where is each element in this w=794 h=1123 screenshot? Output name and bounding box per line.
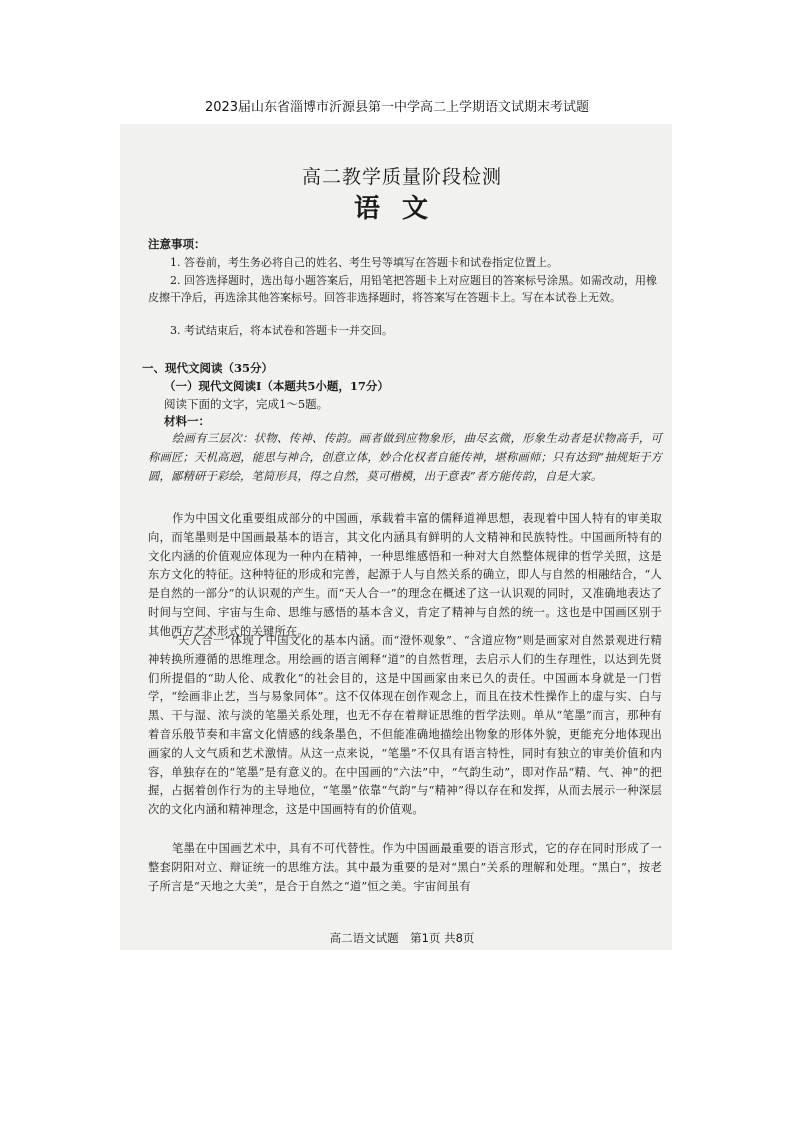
- subsection-title: （一）现代文阅读Ⅰ（本题共5小题，17分）: [164, 379, 389, 393]
- paragraph-2: 作为中国文化重要组成部分的中国画，承载着丰富的儒释道禅思想，表现着中国人特有的审美取向，而笔墨则是中国画最基本的语言，其文化内涵具有鲜明的人文精神和民族特性。中国画所特有的文化内涵的价值观应体现为一种内在精神，一种思维感悟和一种对大自然整体规律的哲学关照，这是东方文化的特征。这种特征的形成和完善，起源于人与自然关系的确立，即人与自然的相融结合，“人是自然的一部分”的认识观的产生。而“天人合一”的理念在概述了这一认识观的同时，又准确地表达了时间与空间、宇宙与生命、思维与感悟的基本含义，肯定了精神与自然的统一。这也是中国画区别于其他西方艺术形式的关键所在。: [148, 512, 662, 638]
- exam-header: 高二教学质量阶段检测: [301, 166, 502, 188]
- exam-page-content: [142, 124, 662, 950]
- notice-item-1: 1. 答卷前，考生务必将自己的姓名、考生号等填写在答题卡和试卷指定位置上。: [170, 256, 558, 269]
- notice-title: 注意事项：: [148, 237, 206, 251]
- notice-item-2: 2. 回答选择题时，选出每小题答案后，用铅笔把答题卡上对应题目的答案标号涂黑。如需改动，用橡皮擦干净后，再选涂其他答案标号。回答非选择题时，将答案写在答题卡上。写在本试卷上无效。: [148, 274, 657, 304]
- notice-item-3: 3. 考试结束后，将本试卷和答题卡一并交回。: [170, 324, 393, 337]
- paragraph-4: 笔墨在中国画艺术中，具有不可代替性。作为中国画最重要的语言形式，它的存在同时形成了一整套阴阳对立、辩证统一的思维方法。其中最为重要的是对“黑白”关系的理解和处理。“黑白”，按老子所言是“天地之大美”，是合于自然之“道”恒之美。宇宙间虽有: [148, 842, 662, 893]
- scanned-exam-page: [120, 124, 672, 950]
- document-title: 2023届山东省淄博市沂源县第一中学高二上学期语文试期末考试题: [204, 100, 590, 115]
- page-footer: 高二语文试题 第1页 共8页: [329, 931, 475, 945]
- paragraph-1: 绘画有三层次：状物、传神、传韵。画者做到应物象形，曲尽玄微，形象生动者是状物高手，可称画匠；天机高迥，能思与神合，创意立体，妙合化权者自能传神，堪称画师；只有达到“抽规矩于方圆，鄙精研于彩绘，笔简形具，得之自然，莫可楷模，出于意表”者方能传韵，自是大家。: [148, 432, 662, 483]
- material-label: 材料一：: [164, 414, 210, 428]
- reading-instruction: 阅读下面的文字，完成1～5题。: [164, 397, 329, 411]
- subject-title: 语文: [353, 194, 450, 224]
- section-title: 一、现代文阅读（35分）: [142, 361, 274, 375]
- paragraph-3: “天人合一”体现了中国文化的基本内涵。而“澄怀观象”、“含道应物”则是画家对自然景观进行精神转换所遵循的思维理念。用绘画的语言阐释“道”的自然哲理，去启示人们的生存理性，以达到先贤们所提倡的“助人伦、成教化”的社会目的，这是中国画家由来已久的责任。中国画本身就是一门哲学，“绘画非止艺，当与易象同体”。这不仅体现在创作观念上，而且在技术性操作上的虚与实、白与黑、干与湿、浓与淡的笔墨关系处理，也无不存在着辩证思维的哲学法则。单从“笔墨”而言，那种有着音乐般节奏和丰富文化情感的线条墨色，不但能准确地描绘出物象的形体外貌，更能充分地体现出画家的人文气质和艺术激情。从这一点来说，“笔墨”不仅具有语言特性，同时有独立的审美价值和内容，单独存在的“笔墨”是有意义的。在中国画的“六法”中，“气韵生动”，即对作品“精、气、神”的把握，占据着创作行为的主导地位，“笔墨”依靠“气韵”与“精神”得以存在和发挥，从而去展示一种深层次的文化内涵和精神理念，这是中国画特有的价值观。: [148, 634, 662, 817]
